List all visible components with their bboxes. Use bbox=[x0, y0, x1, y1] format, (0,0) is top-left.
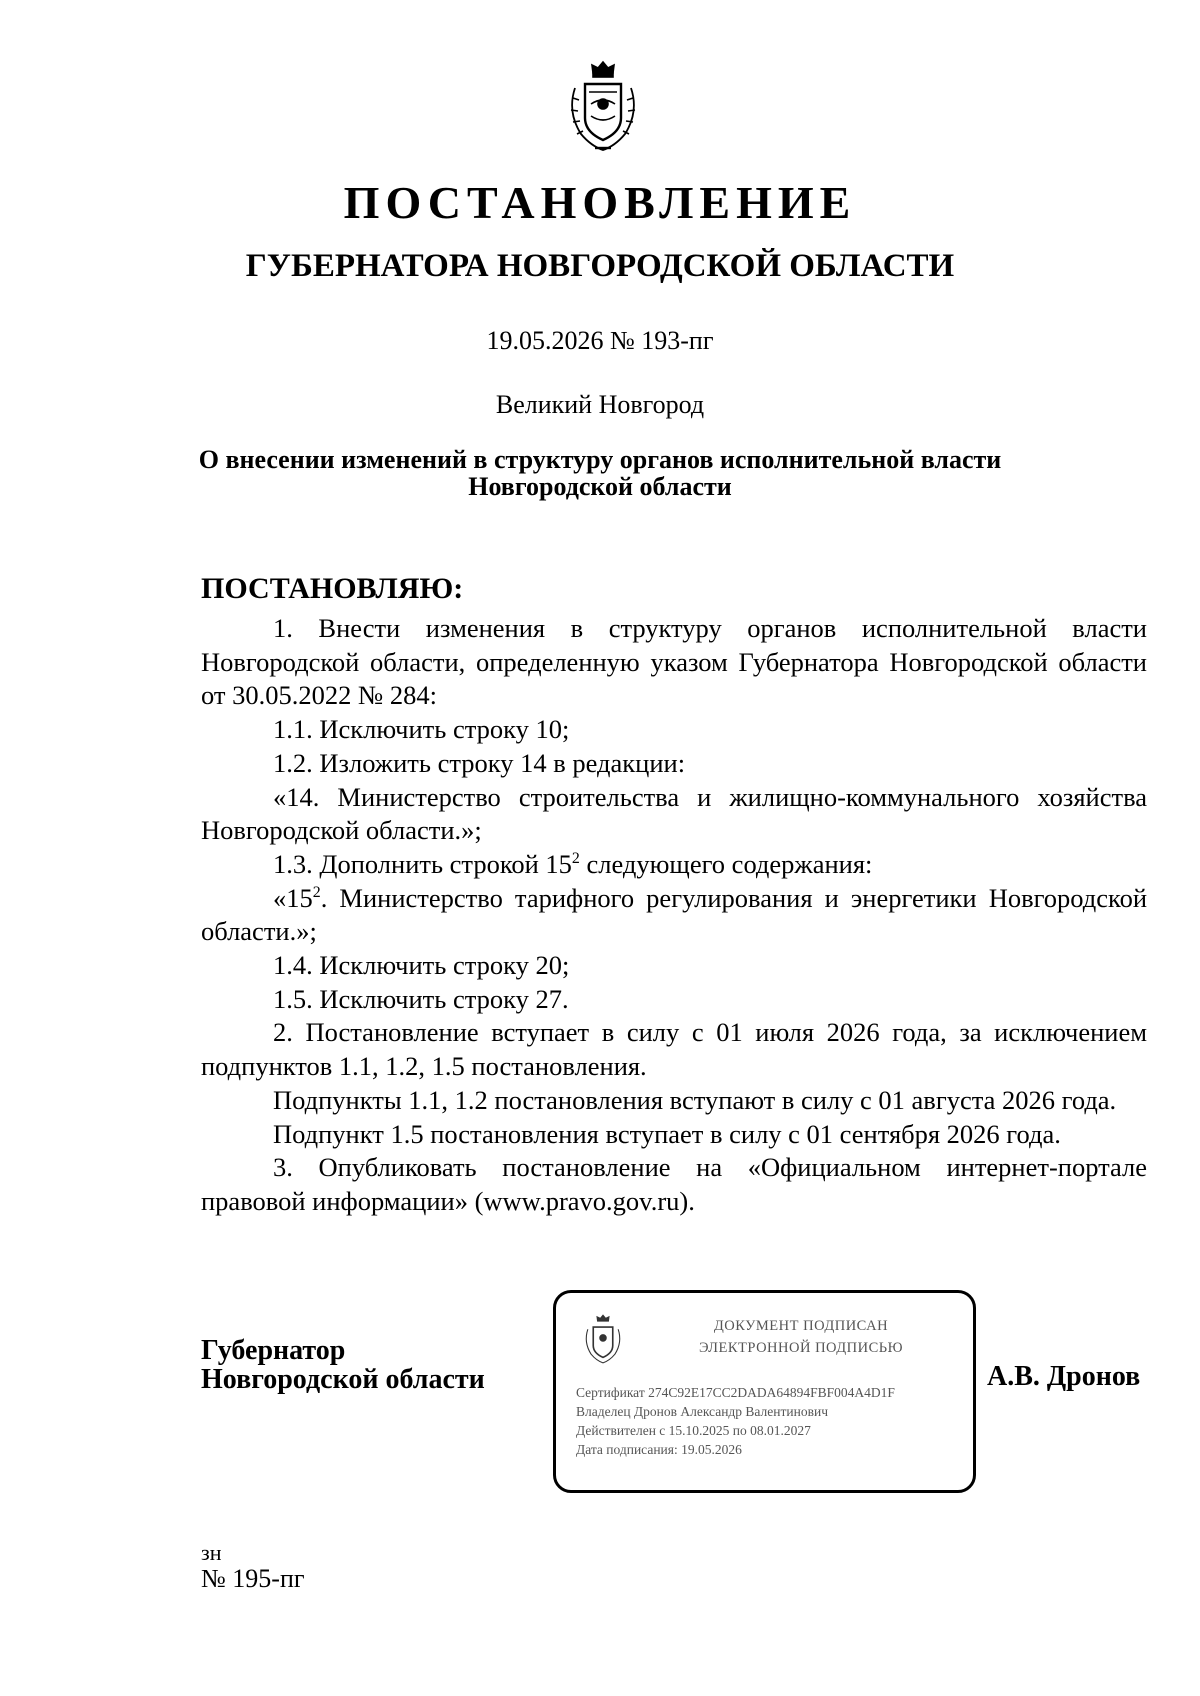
paragraph-1-5: 1.5. Исключить строку 27. bbox=[273, 983, 569, 1014]
city-line: Великий Новгород bbox=[495, 390, 705, 419]
document-type-title: ПОСТАНОВЛЕНИЕ bbox=[343, 177, 857, 228]
stamp-signed-date: Дата подписания: 19.05.2026 bbox=[576, 1442, 742, 1457]
stamp-owner: Владелец Дронов Александр Валентинович bbox=[576, 1404, 828, 1419]
paragraph-1-2-text: «14. Министерство строительства и жилищно-коммунального хозяйства Новгородской области.»; bbox=[201, 781, 1147, 846]
issuer-title: ГУБЕРНАТОРА НОВГОРОДСКОЙ ОБЛАСТИ bbox=[245, 248, 955, 284]
paragraph-2-c: Подпункт 1.5 постановления вступает в силу с 01 сентября 2026 года. bbox=[273, 1118, 1061, 1149]
footer-initials: зн bbox=[201, 1540, 222, 1565]
stamp-header bbox=[646, 1315, 956, 1359]
subject-heading bbox=[0, 446, 1200, 500]
footer-number: № 195-пг bbox=[201, 1564, 305, 1593]
stamp-coat-of-arms-icon bbox=[582, 1313, 624, 1365]
subject-line-2: Новгородской области bbox=[468, 472, 732, 501]
stamp-validity: Действителен с 15.10.2025 по 08.01.2027 bbox=[576, 1423, 811, 1438]
paragraph-1-4: 1.4. Исключить строку 20; bbox=[273, 950, 570, 981]
signer-title-line-2: Новгородской области bbox=[201, 1364, 485, 1395]
signer-title bbox=[201, 1336, 485, 1394]
paragraph-1-2: 1.2. Изложить строку 14 в редакции: bbox=[273, 747, 686, 778]
paragraph-1: 1. Внести изменения в структуру органов исполнительной власти Новгородской области, определенную указом Губернатора Новгородской области от 30.05.2022 № 284: bbox=[201, 613, 1147, 711]
signer-name: А.В. Дронов bbox=[987, 1361, 1141, 1392]
paragraph-1-1: 1.1. Исключить строку 10; bbox=[273, 714, 570, 745]
footer-registration bbox=[201, 1540, 305, 1592]
paragraph-2: 2. Постановление вступает в силу с 01 июля 2026 года, за исключением подпунктов 1.1, 1.2, 1.5 постановления. bbox=[201, 1017, 1147, 1082]
stamp-certificate: Сертификат 274C92E17CC2DADA64894FBF004A4D1F bbox=[576, 1385, 895, 1400]
stamp-details bbox=[576, 1383, 971, 1459]
date-number-line: 19.05.2026 № 193-пг bbox=[486, 326, 714, 355]
paragraph-3: 3. Опубликовать постановление на «Официальном интернет-портале правовой информации» (www.pravo.gov.ru). bbox=[201, 1152, 1147, 1216]
electronic-signature-stamp bbox=[553, 1290, 976, 1493]
stamp-header-line-1: ДОКУМЕНТ ПОДПИСАН bbox=[713, 1318, 889, 1334]
coat-of-arms-icon bbox=[565, 58, 641, 154]
resolve-heading: ПОСТАНОВЛЯЮ: bbox=[201, 572, 464, 605]
paragraph-1-3: 1.3. Дополнить строкой $15^2$ следующего содержания: bbox=[273, 848, 873, 879]
stamp-header-line-2: ЭЛЕКТРОННОЙ ПОДПИСЬЮ bbox=[698, 1340, 904, 1356]
document-body bbox=[201, 612, 1147, 1219]
subject-line-1: О внесении изменений в структуру органов исполнительной власти bbox=[198, 445, 1002, 474]
signer-title-line-1: Губернатор bbox=[201, 1335, 346, 1366]
paragraph-1-3-text: «$15^2$. Министерство тарифного регулирования и энергетики Новгородской области.»; bbox=[201, 882, 1147, 947]
paragraph-2-b: Подпункты 1.1, 1.2 постановления вступают в силу с 01 августа 2026 года. bbox=[273, 1084, 1117, 1115]
